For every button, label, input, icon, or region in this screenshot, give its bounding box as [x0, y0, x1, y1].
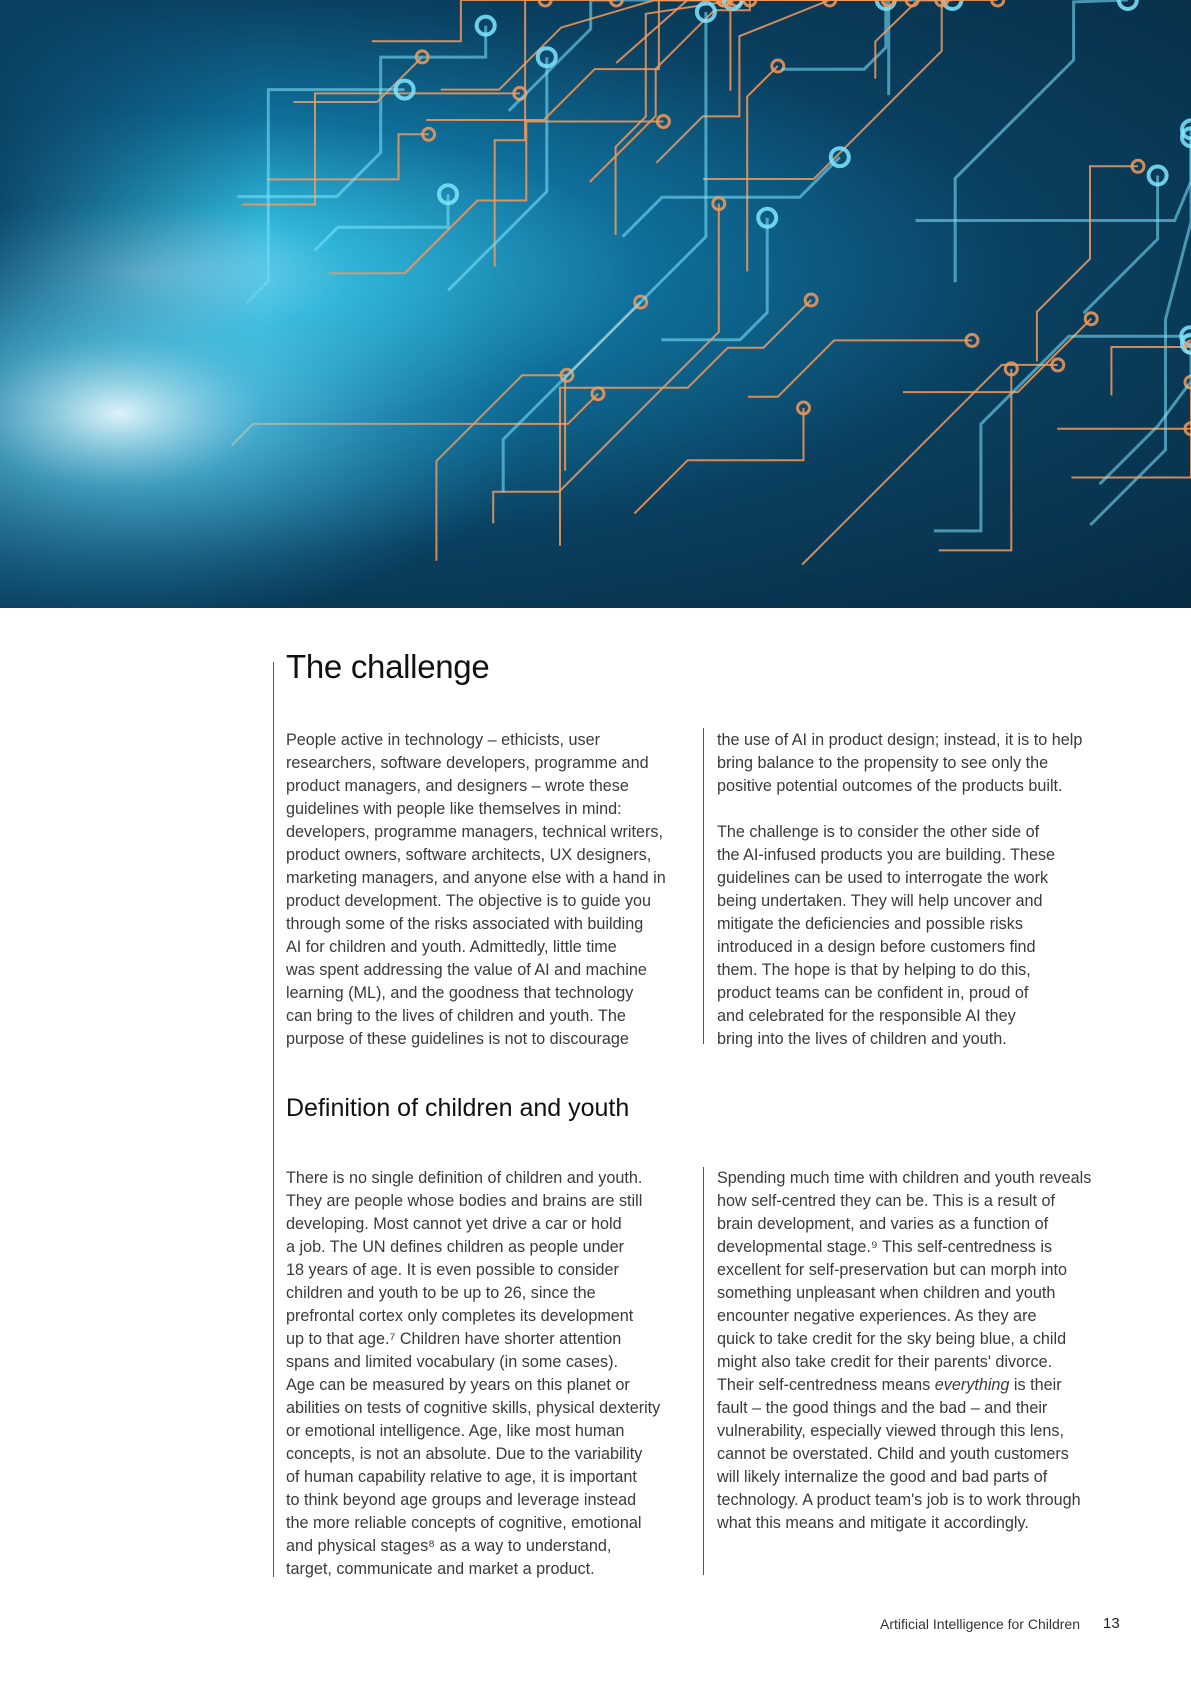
text-line: what this means and mitigate it accordingly. — [717, 1514, 1029, 1532]
text-line: the use of AI in product design; instead, it is to help — [717, 731, 1083, 749]
text-line: the more reliable concepts of cognitive, emotional — [286, 1514, 642, 1532]
text-line: brain development, and varies as a function of — [717, 1215, 1049, 1233]
text-line: will likely internalize the good and bad parts of — [717, 1468, 1048, 1486]
section-heading: Definition of children and youth — [286, 1094, 630, 1122]
page-number: 13 — [1103, 1615, 1120, 1632]
text-line: Spending much time with children and youth reveals — [717, 1169, 1092, 1187]
text-line: product owners, software architects, UX designers, — [286, 846, 652, 864]
text-line: abilities on tests of cognitive skills, physical dexterity — [286, 1399, 661, 1417]
text-line: or emotional intelligence. Age, like most human — [286, 1422, 625, 1440]
text-line: was spent addressing the value of AI and machine — [286, 961, 647, 979]
challenge-column-2-para-2 — [717, 821, 1055, 1051]
text-line: of human capability relative to age, it is important — [286, 1468, 637, 1486]
text-line: concepts, is not an absolute. Due to the variability — [286, 1445, 643, 1463]
text-line: They are people whose bodies and brains are still — [286, 1192, 643, 1210]
text-line: Their self-centredness means everything is their — [717, 1376, 1062, 1394]
text-line: and celebrated for the responsible AI they — [717, 1007, 1016, 1025]
text-line: how self-centred they can be. This is a result of — [717, 1192, 1056, 1210]
text-line: Age can be measured by years on this planet or — [286, 1376, 630, 1394]
text-line: researchers, software developers, programme and — [286, 754, 649, 772]
text-line: a job. The UN defines children as people under — [286, 1238, 625, 1256]
column-divider-1 — [703, 728, 704, 1044]
text-line: being undertaken. They will help uncover and — [717, 892, 1043, 910]
text-line: cannot be overstated. Child and youth customers — [717, 1445, 1069, 1463]
text-line: introduced in a design before customers find — [717, 938, 1036, 956]
definition-column-1 — [286, 1167, 660, 1581]
text-line: children and youth to be up to 26, since the — [286, 1284, 596, 1302]
text-line: technology. A product team's job is to work through — [717, 1491, 1081, 1509]
text-line: 18 years of age. It is even possible to consider — [286, 1261, 619, 1279]
text-line: marketing managers, and anyone else with a hand in — [286, 869, 666, 887]
text-line: product teams can be confident in, proud of — [717, 984, 1029, 1002]
text-line: mitigate the deficiencies and possible risks — [717, 915, 1023, 933]
text-line: prefrontal cortex only completes its development — [286, 1307, 634, 1325]
circuit-board-image — [0, 0, 1191, 608]
text-line: them. The hope is that by helping to do this, — [717, 961, 1031, 979]
column-divider-2 — [703, 1167, 704, 1575]
text-line: positive potential outcomes of the products built. — [717, 777, 1063, 795]
text-line: up to that age.⁷ Children have shorter attention — [286, 1330, 622, 1348]
text-line: fault – the good things and the bad – and their — [717, 1399, 1048, 1417]
text-line: can bring to the lives of children and youth. The — [286, 1007, 626, 1025]
challenge-column-1 — [286, 729, 666, 1051]
page-title: The challenge — [286, 648, 490, 685]
text-line: spans and limited vocabulary (in some cases). — [286, 1353, 618, 1371]
text-line: guidelines can be used to interrogate the work — [717, 869, 1049, 887]
definition-column-2 — [717, 1167, 1091, 1535]
text-line: might also take credit for their parents' divorce. — [717, 1353, 1053, 1371]
section-divider-left — [273, 662, 274, 1577]
text-line: guidelines with people like themselves in mind: — [286, 800, 622, 818]
text-line: developing. Most cannot yet drive a car or hold — [286, 1215, 622, 1233]
text-line: encounter negative experiences. As they are — [717, 1307, 1037, 1325]
text-line: to think beyond age groups and leverage instead — [286, 1491, 637, 1509]
text-line: through some of the risks associated with building — [286, 915, 644, 933]
text-line: quick to take credit for the sky being blue, a child — [717, 1330, 1067, 1348]
text-line: the AI-infused products you are building. These — [717, 846, 1056, 864]
text-line: AI for children and youth. Admittedly, little time — [286, 938, 617, 956]
circuit-board-graphic — [0, 0, 1191, 608]
text-line: There is no single definition of children and youth. — [286, 1169, 643, 1187]
text-line: bring into the lives of children and youth. — [717, 1030, 1007, 1048]
text-line: People active in technology – ethicists, user — [286, 731, 601, 749]
footer-title: Artificial Intelligence for Children — [880, 1616, 1080, 1632]
challenge-column-2-para-1 — [717, 729, 1082, 798]
text-line: excellent for self-preservation but can morph into — [717, 1261, 1068, 1279]
text-line: The challenge is to consider the other side of — [717, 823, 1040, 841]
text-line: learning (ML), and the goodness that technology — [286, 984, 634, 1002]
text-line: and physical stages⁸ as a way to understand, — [286, 1537, 612, 1555]
text-line: purpose of these guidelines is not to discourage — [286, 1030, 629, 1048]
text-line: developmental stage.⁹ This self-centredness is — [717, 1238, 1053, 1256]
text-line: bring balance to the propensity to see only the — [717, 754, 1049, 772]
text-line: target, communicate and market a product. — [286, 1560, 595, 1578]
text-line: vulnerability, especially viewed through this lens, — [717, 1422, 1065, 1440]
text-line: something unpleasant when children and youth — [717, 1284, 1056, 1302]
text-line: product development. The objective is to guide you — [286, 892, 652, 910]
text-line: product managers, and designers – wrote these — [286, 777, 629, 795]
text-line: developers, programme managers, technical writers, — [286, 823, 663, 841]
